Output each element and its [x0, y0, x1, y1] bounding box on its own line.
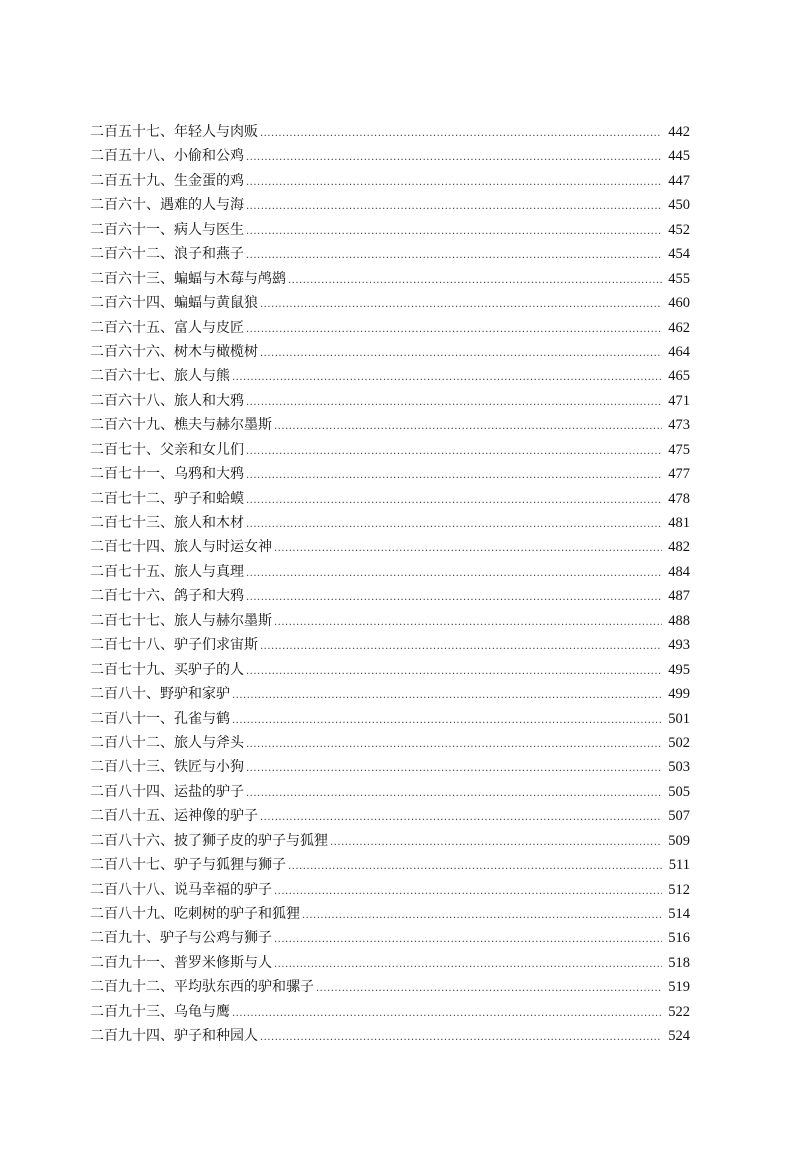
toc-leader-dots: [246, 782, 662, 806]
toc-leader-dots: [274, 953, 662, 977]
toc-entry-title: 二百七十六、鸽子和大鸦: [90, 588, 244, 605]
toc-entry[interactable]: [90, 218, 690, 242]
toc-entry[interactable]: [90, 389, 690, 413]
toc-entry-page-number: 452: [668, 221, 690, 238]
toc-entry-title: 二百九十四、驴子和种园人: [90, 1028, 258, 1045]
toc-entry-page-number: 482: [668, 539, 690, 556]
toc-entry[interactable]: [90, 1000, 690, 1024]
toc-entry-page-number: 524: [668, 1028, 690, 1045]
toc-entry-page-number: 471: [668, 392, 690, 409]
toc-leader-dots: [246, 757, 662, 781]
toc-leader-dots: [246, 513, 662, 537]
toc-leader-dots: [274, 537, 662, 561]
toc-entry-title: 二百八十四、运盐的驴子: [90, 783, 244, 800]
toc-entry-page-number: 505: [668, 783, 690, 800]
toc-leader-dots: [246, 562, 662, 586]
toc-entry-page-number: 522: [668, 1003, 690, 1020]
toc-entry[interactable]: [90, 780, 690, 804]
toc-leader-dots: [260, 293, 662, 317]
toc-entry[interactable]: [90, 633, 690, 657]
toc-entry-title: 二百五十七、年轻人与肉贩: [90, 124, 258, 140]
toc-entry-title: 二百六十四、蝙蝠与黄鼠狼: [90, 295, 258, 312]
toc-entry-title: 二百八十二、旅人与斧头: [90, 734, 244, 751]
toc-entry[interactable]: [90, 316, 690, 340]
toc-entry-page-number: 518: [668, 954, 690, 971]
toc-leader-dots: [302, 904, 662, 928]
toc-entry-page-number: 516: [668, 930, 690, 947]
toc-entry[interactable]: [90, 242, 690, 266]
toc-entry-title: 二百八十、野驴和家驴: [90, 686, 230, 703]
toc-entry-title: 二百六十一、病人与医生: [90, 221, 244, 238]
toc-entry[interactable]: [90, 878, 690, 902]
toc-leader-dots: [246, 244, 662, 268]
toc-entry[interactable]: [90, 804, 690, 828]
toc-entry-page-number: 462: [668, 319, 690, 336]
toc-entry[interactable]: [90, 438, 690, 462]
toc-entry[interactable]: [90, 658, 690, 682]
toc-entry[interactable]: [90, 853, 690, 877]
table-of-contents: [90, 120, 690, 1049]
toc-entry-page-number: 442: [668, 124, 690, 140]
toc-entry-page-number: 499: [668, 686, 690, 703]
toc-entry-title: 二百七十五、旅人与真理: [90, 563, 244, 580]
toc-leader-dots: [232, 709, 662, 733]
toc-leader-dots: [274, 928, 662, 952]
toc-entry-title: 二百七十八、驴子们求宙斯: [90, 637, 258, 654]
toc-entry[interactable]: [90, 487, 690, 511]
toc-entry-page-number: 445: [668, 148, 690, 165]
toc-entry[interactable]: [90, 193, 690, 217]
toc-entry-title: 二百九十一、普罗米修斯与人: [90, 954, 272, 971]
toc-entry-page-number: 450: [668, 197, 690, 214]
toc-entry-title: 二百七十九、买驴子的人: [90, 661, 244, 678]
toc-leader-dots: [330, 831, 662, 855]
toc-entry-page-number: 509: [668, 832, 690, 849]
toc-entry-title: 二百六十、遇难的人与海: [90, 197, 244, 214]
toc-entry-title: 二百五十八、小偷和公鸡: [90, 148, 244, 165]
toc-entry-title: 二百五十九、生金蛋的鸡: [90, 172, 244, 189]
toc-entry[interactable]: [90, 364, 690, 388]
toc-entry-title: 二百七十七、旅人与赫尔墨斯: [90, 612, 272, 629]
toc-entry-page-number: 501: [668, 710, 690, 727]
toc-entry-page-number: 493: [668, 637, 690, 654]
toc-entry-page-number: 507: [668, 808, 690, 825]
toc-entry[interactable]: [90, 682, 690, 706]
toc-entry-title: 二百八十五、运神像的驴子: [90, 808, 258, 825]
toc-entry-page-number: 464: [668, 343, 690, 360]
toc-entry[interactable]: [90, 291, 690, 315]
toc-entry[interactable]: [90, 902, 690, 926]
toc-leader-dots: [260, 806, 662, 830]
toc-entry-title: 二百六十九、樵夫与赫尔墨斯: [90, 417, 272, 434]
toc-entry-title: 二百六十六、树木与橄榄树: [90, 343, 258, 360]
toc-entry[interactable]: [90, 144, 690, 168]
toc-entry-page-number: 475: [668, 441, 690, 458]
toc-leader-dots: [260, 1026, 662, 1050]
toc-leader-dots: [246, 464, 662, 488]
toc-entry-page-number: 481: [668, 515, 690, 531]
toc-entry-page-number: 478: [668, 490, 690, 507]
toc-leader-dots: [274, 415, 662, 439]
toc-entry[interactable]: [90, 511, 690, 535]
toc-entry-page-number: 454: [668, 246, 690, 263]
toc-leader-dots: [246, 733, 662, 757]
toc-entry[interactable]: [90, 975, 690, 999]
toc-entry-page-number: 477: [668, 466, 690, 483]
toc-entry-title: 二百八十八、说马幸福的驴子: [90, 881, 272, 898]
toc-entry-page-number: 455: [668, 270, 690, 287]
toc-entry[interactable]: [90, 169, 690, 193]
toc-leader-dots: [274, 611, 662, 635]
toc-entry-page-number: 460: [668, 295, 690, 312]
toc-leader-dots: [246, 489, 662, 513]
toc-entry-title: 二百八十一、孔雀与鹤: [90, 710, 230, 727]
toc-entry-title: 二百八十六、披了狮子皮的驴子与狐狸: [90, 832, 328, 849]
toc-entry-page-number: 514: [668, 906, 690, 922]
toc-entry[interactable]: [90, 560, 690, 584]
toc-leader-dots: [246, 391, 662, 415]
toc-entry[interactable]: [90, 267, 690, 291]
toc-entry-title: 二百九十三、乌龟与鹰: [90, 1003, 230, 1020]
toc-entry-page-number: 484: [668, 563, 690, 580]
toc-leader-dots: [246, 220, 662, 244]
toc-leader-dots: [274, 880, 662, 904]
toc-entry[interactable]: [90, 755, 690, 779]
toc-entry[interactable]: [90, 120, 690, 144]
toc-entry-title: 二百七十一、乌鸦和大鸦: [90, 466, 244, 483]
toc-leader-dots: [288, 269, 662, 293]
toc-entry[interactable]: [90, 462, 690, 486]
toc-entry-page-number: 447: [668, 172, 690, 189]
toc-entry[interactable]: [90, 535, 690, 559]
toc-leader-dots: [246, 440, 662, 464]
toc-entry-title: 二百七十二、驴子和蛤蟆: [90, 490, 244, 507]
toc-entry[interactable]: [90, 829, 690, 853]
toc-entry-page-number: 488: [668, 612, 690, 629]
toc-entry-title: 二百六十八、旅人和大鸦: [90, 392, 244, 409]
toc-entry[interactable]: [90, 951, 690, 975]
toc-entry-title: 二百六十五、富人与皮匠: [90, 319, 244, 336]
toc-entry-title: 二百八十七、驴子与狐狸与狮子: [90, 857, 286, 874]
toc-entry-page-number: 473: [668, 417, 690, 434]
toc-entry[interactable]: [90, 584, 690, 608]
toc-entry-page-number: 512: [668, 881, 690, 898]
toc-entry[interactable]: [90, 926, 690, 950]
toc-entry[interactable]: [90, 609, 690, 633]
toc-entry-title: 二百七十三、旅人和木材: [90, 515, 244, 531]
toc-entry-title: 二百九十二、平均驮东西的驴和骡子: [90, 979, 314, 996]
toc-entry-title: 二百六十七、旅人与熊: [90, 368, 230, 385]
toc-entry-title: 二百六十三、蝙蝠与木莓与鸬鹚: [90, 270, 286, 287]
toc-leader-dots: [246, 318, 662, 342]
toc-entry-page-number: 487: [668, 588, 690, 605]
toc-leader-dots: [316, 977, 662, 1001]
toc-entry-page-number: 519: [668, 979, 690, 996]
toc-entry-title: 二百七十四、旅人与时运女神: [90, 539, 272, 556]
toc-leader-dots: [260, 635, 662, 659]
toc-leader-dots: [246, 146, 662, 170]
toc-entry-page-number: 495: [668, 661, 690, 678]
toc-entry-title: 二百六十二、浪子和燕子: [90, 246, 244, 263]
toc-leader-dots: [260, 122, 662, 146]
toc-leader-dots: [260, 342, 662, 366]
toc-entry-title: 二百七十、父亲和女儿们: [90, 441, 244, 458]
toc-leader-dots: [246, 660, 662, 684]
toc-leader-dots: [246, 195, 662, 219]
toc-entry-title: 二百八十三、铁匠与小狗: [90, 759, 244, 776]
toc-leader-dots: [232, 1002, 662, 1026]
toc-entry-title: 二百八十九、吃刺树的驴子和狐狸: [90, 906, 300, 922]
toc-entry-page-number: 503: [668, 759, 690, 776]
toc-entry[interactable]: [90, 731, 690, 755]
toc-entry[interactable]: [90, 340, 690, 364]
toc-entry-page-number: 511: [668, 857, 690, 874]
toc-leader-dots: [232, 684, 662, 708]
toc-entry[interactable]: [90, 413, 690, 437]
toc-entry-page-number: 502: [668, 734, 690, 751]
toc-entry[interactable]: [90, 1024, 690, 1048]
toc-leader-dots: [246, 171, 662, 195]
toc-leader-dots: [246, 586, 662, 610]
toc-leader-dots: [232, 366, 662, 390]
toc-entry-page-number: 465: [668, 368, 690, 385]
toc-leader-dots: [288, 855, 662, 879]
toc-entry[interactable]: [90, 707, 690, 731]
toc-entry-title: 二百九十、驴子与公鸡与狮子: [90, 930, 272, 947]
